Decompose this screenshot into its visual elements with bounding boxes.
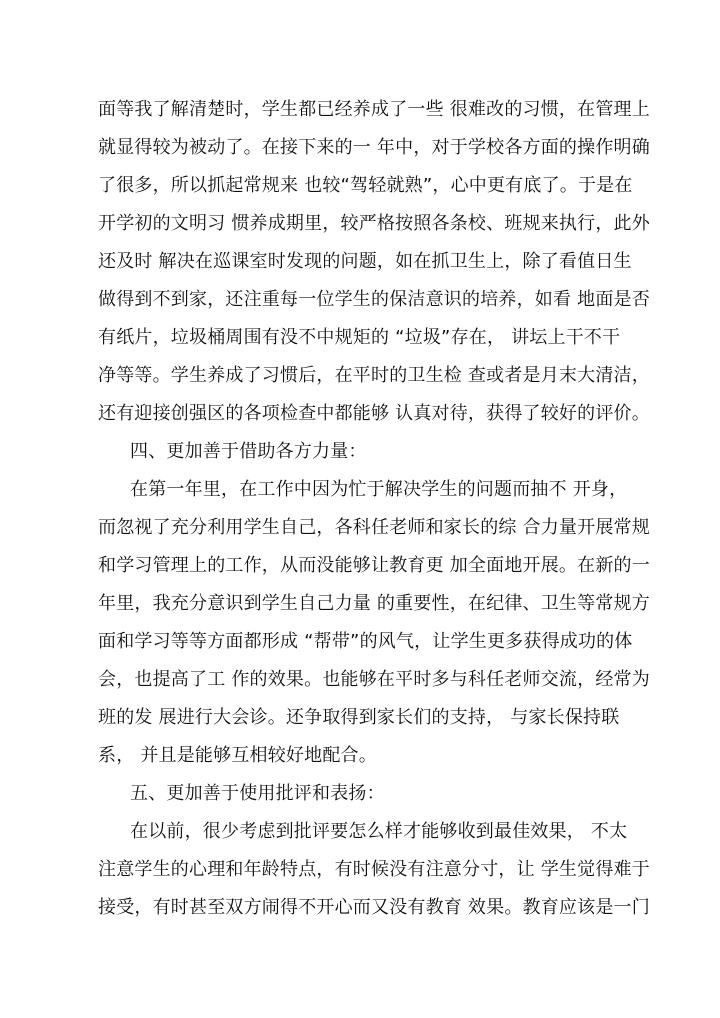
- paragraph-line: 面和学习等等方面都形成 “帮带”的风气，让学生更多获得成功的体: [98, 631, 633, 652]
- paragraph-line: 在第一年里，在工作中因为忙于解决学生的问题而抽不 开身，: [130, 479, 628, 500]
- paragraph-line: 而忽视了充分利用学生自己，各科任老师和家长的综 合力量开展常规: [98, 517, 650, 538]
- paragraph-line: 面等我了解清楚时，学生都已经养成了一些 很难改的习惯，在管理上: [98, 99, 650, 120]
- section-heading-5: 五、更加善于使用批评和表扬：: [130, 783, 385, 804]
- paragraph-line: 开学初的文明习 惯养成期里，较严格按照各条校、班规来执行，此外: [98, 213, 650, 234]
- paragraph-line: 接受，有时甚至双方闹得不开心而又没有教育 效果。教育应该是一门: [98, 897, 650, 918]
- paragraph-line: 做得到不到家，还注重每一位学生的保洁意识的培养，如看 地面是否: [98, 289, 650, 310]
- paragraph-line: 注意学生的心理和年龄特点，有时候没有注意分寸，让 学生觉得难于: [98, 859, 650, 880]
- paragraph-line: 和学习管理上的工作，从而没能够让教育更 加全面地开展。在新的一: [98, 555, 650, 576]
- paragraph-line: 班的发 展进行大会诊。还争取得到家长们的支持， 与家长保持联: [98, 707, 620, 728]
- paragraph-line: 会，也提高了工 作的效果。也能够在平时多与科任老师交流，经常为: [98, 669, 650, 690]
- paragraph-line: 年里，我充分意识到学生自己力量 的重要性，在纪律、卫生等常规方: [98, 593, 650, 614]
- paragraph-line: 还及时 解决在巡课室时发现的问题，如在抓卫生上，除了看值日生: [98, 251, 632, 272]
- paragraph-line: 有纸片，垃圾桶周围有没不中规矩的 “垃圾”存在， 讲坛上干不干: [98, 327, 621, 348]
- paragraph-line: 系， 并且是能够互相较好地配合。: [98, 745, 377, 766]
- paragraph-line: 还有迎接创强区的各项检查中都能够 认真对待，获得了较好的评价。: [98, 403, 650, 424]
- section-heading-4: 四、更加善于借助各方力量：: [130, 441, 367, 462]
- paragraph-line: 净等等。学生养成了习惯后，在平时的卫生检 查或者是月末大清洁，: [98, 365, 650, 386]
- paragraph-line: 在以前，很少考虑到批评要怎么样才能够收到最佳效果， 不太: [130, 821, 628, 842]
- paragraph-line: 了很多，所以抓起常规来 也较“驾轻就熟”，心中更有底了。于是在: [98, 175, 633, 196]
- paragraph-line: 就显得较为被动了。在接下来的一 年中，对于学校各方面的操作明确: [98, 137, 650, 158]
